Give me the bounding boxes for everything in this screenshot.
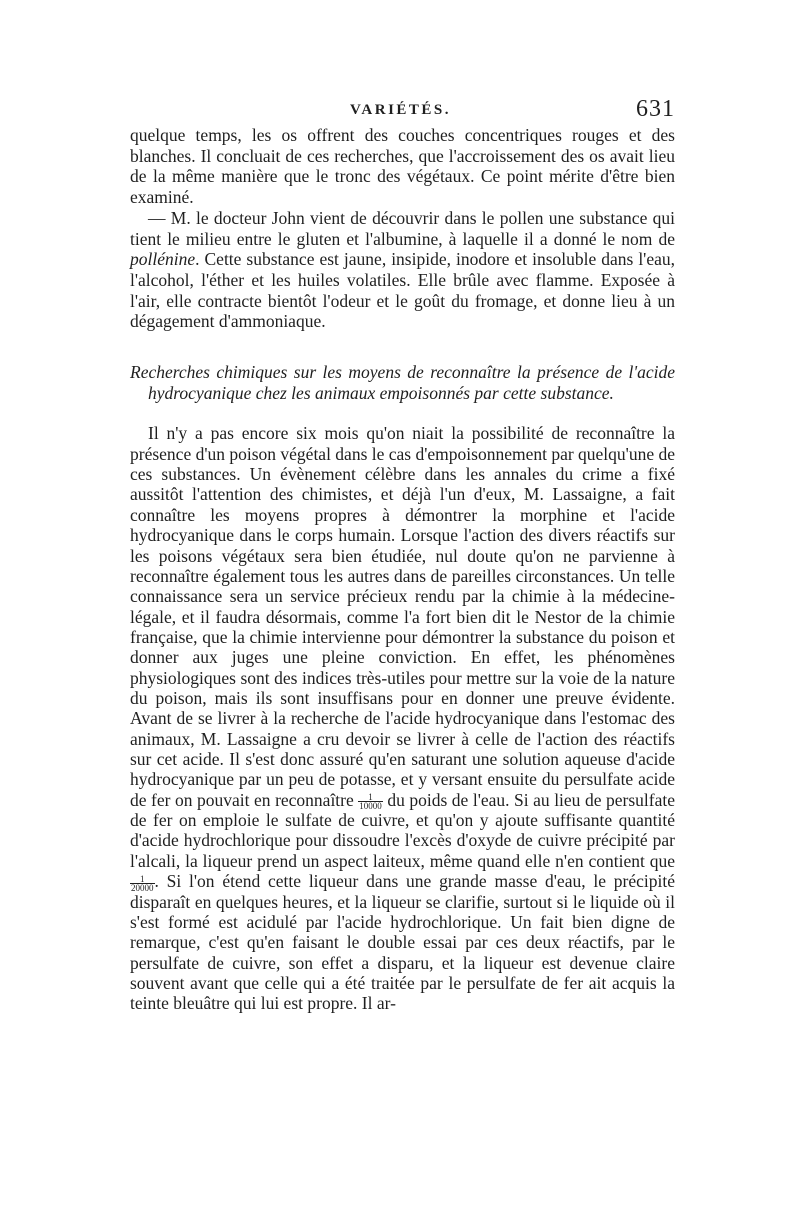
paragraph-continuation: quelque temps, les os offrent des couches concentriques rouges et des blanches. Il concluait de ces recherches, que l'accroissement des os avait lieu de la même manière que le tronc des végétaux. Ce point mérite d'être bien examiné. — [130, 125, 675, 208]
section-heading: Recherches chimiques sur les moyens de reconnaître la présence de l'acide hydrocyanique chez les animaux empoisonnés par cette substance. — [130, 362, 675, 403]
paragraph-text: du poids de l'eau. Si au lieu de persulfate de fer on emploie le sulfate de cuivre, et qu'on y ajoute suffisante quantité d'acide hydrochlorique pour dissoudre l'excès d'oxyde de cuivre précipité par l'alcali, la liqueur prend un aspect laiteux, même quand elle n'en contient que — [130, 789, 675, 871]
page-body — [130, 125, 675, 1014]
paragraph-text: — M. le docteur John vient de découvrir dans le pollen une substance qui tient le milieu entre le gluten et l'albumine, à laquelle il a donné le nom de — [130, 207, 675, 249]
fraction-denominator: 10000 — [359, 801, 382, 812]
fraction-numerator: 1 — [130, 875, 155, 884]
paragraph-hydrocyanic — [130, 423, 675, 1013]
running-title: VARIÉTÉS. — [350, 102, 452, 118]
italic-term: pollénine — [130, 249, 196, 270]
fraction-numerator: 1 — [358, 793, 383, 802]
fraction-denominator: 20000 — [131, 882, 154, 893]
paragraph-text: . Cette substance est jaune, insipide, inodore et insoluble dans l'eau, l'alcohol, l'éther et les huiles volatiles. Elle brûle avec flamme. Exposée à l'air, elle contracte bientôt l'odeur et le goût du fromage, et donne lieu à un dégagement d'ammoniaque. — [130, 249, 675, 332]
page-number: 631 — [636, 96, 675, 122]
paragraph-text: . Si l'on étend cette liqueur dans une grande masse d'eau, le précipité disparaît en quelques heures, et la liqueur se clarifie, surtout si le liquide où il s'est formé est acidulé par l'acide hydrochlorique. Un fait bien digne de remarque, c'est qu'en faisant le double essai par ces deux réactifs, par le persulfate de cuivre, son effet a disparu, et la liqueur est devenue claire souvent avant que celle qui a été traitée par le persulfate de fer ait acquis la teinte bleuâtre qui lui est propre. Il ar- — [130, 871, 675, 1014]
paragraph-text: Il n'y a pas encore six mois qu'on niait la possibilité de reconnaître la présence d'un poison végétal dans le cas d'empoisonnement par quelqu'une de ces substances. Un évènement célèbre dans les annales du crime a fixé aussitôt l'attention des chimistes, et déjà l'un d'eux, M. Lassaigne, a fait connaître les moyens propres à démontrer la morphine et l'acide hydrocyanique dans le corps humain. Lorsque l'action des divers réactifs sur les poisons végétaux sera bien étudiée, nul doute qu'on ne parvienne à reconnaître également tous les autres dans de pareilles circonstances. Un telle connaissance sera un service précieux rendu par la chimie à la médecine-légale, et il faudra désormais, comme l'a fort bien dit le Nestor de la chimie française, que la chimie intervienne pour démontrer la substance du poison et donner aux juges une pleine conviction. En effet, les phénomènes physiologiques sont des indices très-utiles pour mettre sur la voie de la nature du poison, mais ils sont insuffisans pour en donner une preuve évidente. Avant de se livrer à la recherche de l'acide hydrocyanique dans l'estomac des animaux, M. Lassaigne a cru devoir se livrer à celle de l'action des réactifs sur cet acide. Il s'est donc assuré qu'en saturant une solution aqueuse d'acide hydrocyanique par un peu de potasse, et y versant ensuite du persulfate acide de fer on pouvait en reconnaître — [130, 423, 675, 810]
fraction — [358, 793, 383, 810]
paragraph-pollenine — [130, 208, 675, 332]
fraction — [130, 875, 155, 892]
